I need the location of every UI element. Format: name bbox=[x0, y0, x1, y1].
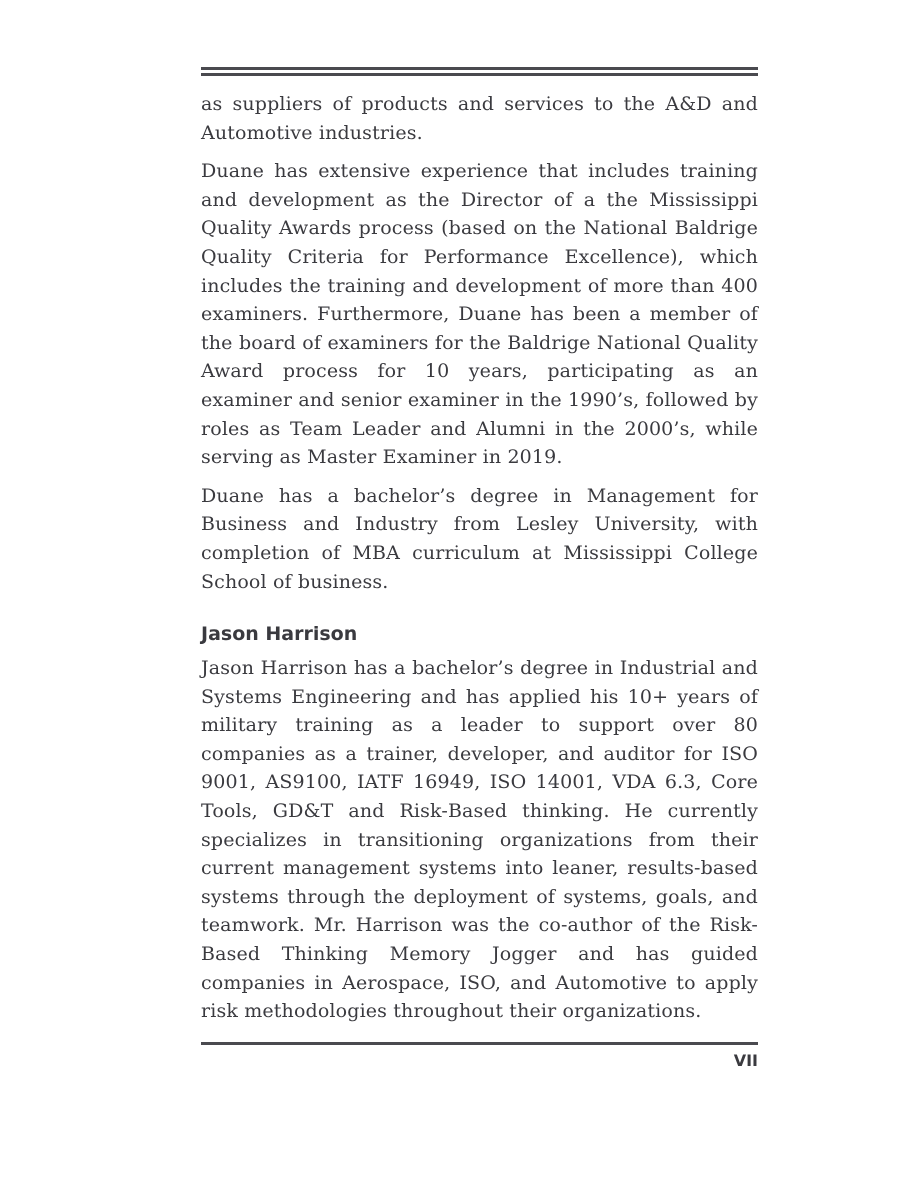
duane-bio-paragraph-3: Duane has a bachelor’s degree in Management for Business and Industry from Lesley University, with completion of MBA curriculum at Mississippi College School of business. bbox=[201, 484, 758, 593]
duane-bio-paragraph-2: Duane has extensive experience that includes training and development as the Director of a the Mississippi Quality Awards process (based on the National Baldrige Quality Criteria for Performance Excellence), which includes the training and development of more than 400 examiners. Furthermore, Duane has been a member of the board of examiners for the Baldrige National Quality Award process for 10 years, participating as an examiner and senior examiner in the 1990’s, followed by roles as Team Leader and Alumni in the 2000’s, while serving as Master Examiner in 2019. bbox=[201, 160, 758, 469]
jason-harrison-heading: Jason Harrison bbox=[201, 623, 358, 646]
top-double-rule bbox=[201, 67, 758, 76]
page-number: VII bbox=[733, 1050, 758, 1070]
page-content bbox=[201, 67, 758, 1070]
jason-bio-paragraph: Jason Harrison has a bachelor’s degree in Industrial and Systems Engineering and has applied his 10+ years of military training as a leader to support over 80 companies as a trainer, developer, and auditor for ISO 9001, AS9100, IATF 16949, ISO 14001, VDA 6.3, Core Tools, GD&T and Risk-Based thinking. He currently specializes in transitioning organizations from their current management systems into leaner, results-based systems through the deployment of systems, goals, and teamwork. Mr. Harrison was the co-author of the Risk-Based Thinking Memory Jogger and has guided companies in Aerospace, ISO, and Automotive to apply risk methodologies throughout their organizations. bbox=[201, 657, 758, 1023]
bottom-rule bbox=[201, 1042, 758, 1045]
duane-bio-paragraph-1: as suppliers of products and services to the A&D and Automotive industries. bbox=[201, 93, 758, 144]
